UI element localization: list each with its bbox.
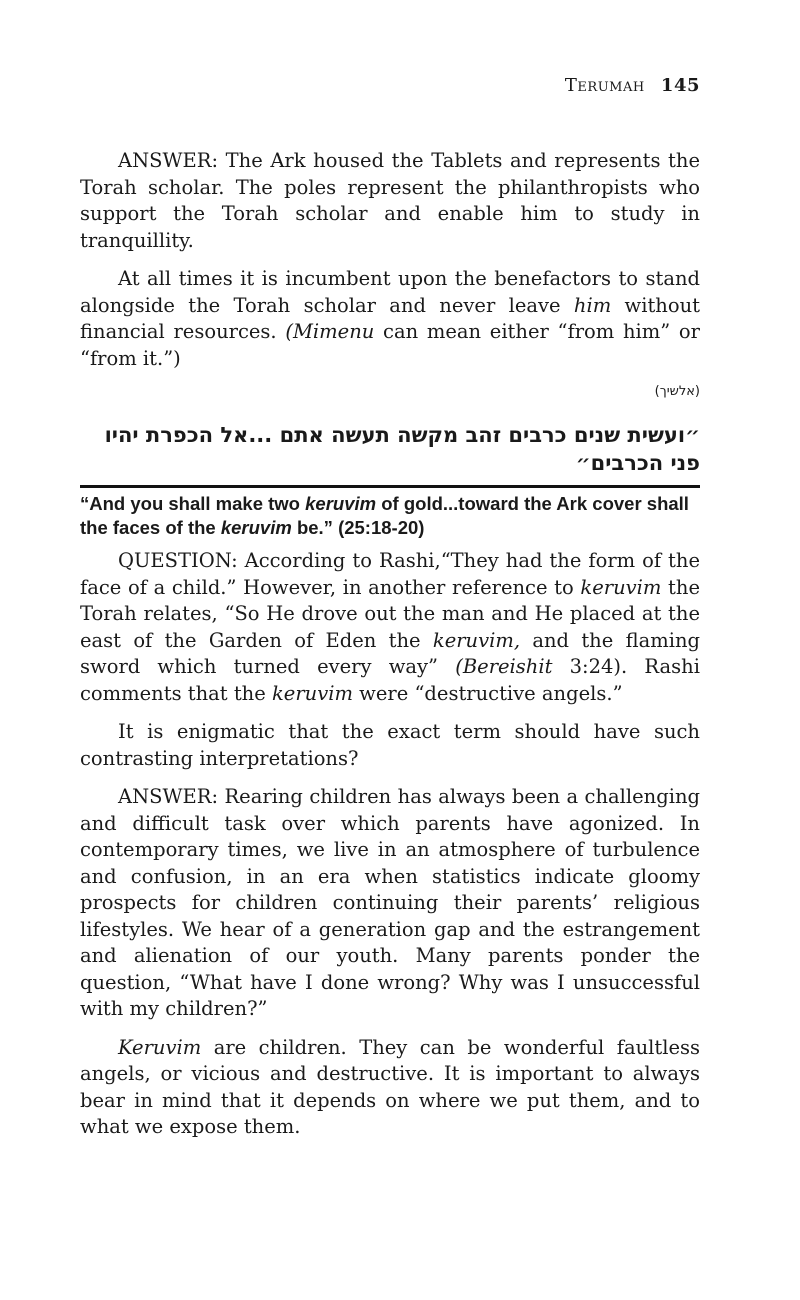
answer-paragraph-1: ANSWER: The Ark housed the Tablets and represents the Torah scholar. The poles represent the philanthropists who support the Torah scholar and enable him to study in tranquillity. [80, 149, 700, 252]
answer-paragraph-2: ANSWER: Rearing children has always been a challenging and difficult task over which parents have agonized. In contemporary times, we live in an atmosphere of turbulence and confusion, in an era when statistics indicate gloomy prospects for children continuing their parents’ religious lifestyles. We hear of a generation gap and the estrangement and alienation of our youth. Many parents ponder the question, “What have I done wrong? Why was I unsuccessful with my children?” [80, 785, 700, 1020]
closing-paragraph: Keruvim are children. They can be wonderful faultless angels, or vicious and destructive. It is important to always bear in mind that it depends on where we put them, and to what we expose them. [80, 1035, 700, 1138]
source-citation: (אלשיך) [654, 384, 700, 399]
english-verse-heading: “And you shall make two keruvim of gold...toward the Ark cover shall the faces of the keruvim be.” (25:18-20) [80, 493, 689, 538]
hebrew-verse-heading: ״ועשית שנים כרבים זהב מקשה תעשה אתם ...אל הכפרת יהיו פני הכרבים״ [104, 423, 700, 475]
running-title: Terumah [564, 75, 645, 96]
benefactors-paragraph: At all times it is incumbent upon the benefactors to stand alongside the Torah scholar and never leave him without financial resources. (Mimenu can mean either “from him” or “from it.”) [80, 267, 700, 370]
enigma-paragraph: It is enigmatic that the exact term should have such contrasting interpretations? [80, 720, 700, 770]
page-body [80, 148, 700, 1153]
page-number: 145 [660, 75, 700, 96]
question-paragraph: QUESTION: According to Rashi,“They had the form of the face of a child.” However, in another reference to keruvim the Torah relates, “So He drove out the man and He placed at the east of the Garden of Eden the keruvim, and the flaming sword which turned every way” (Bereishit 3:24). Rashi comments that the keruvim were “destructive angels.” [80, 549, 700, 705]
heading-divider [80, 485, 700, 488]
running-header [565, 75, 700, 96]
